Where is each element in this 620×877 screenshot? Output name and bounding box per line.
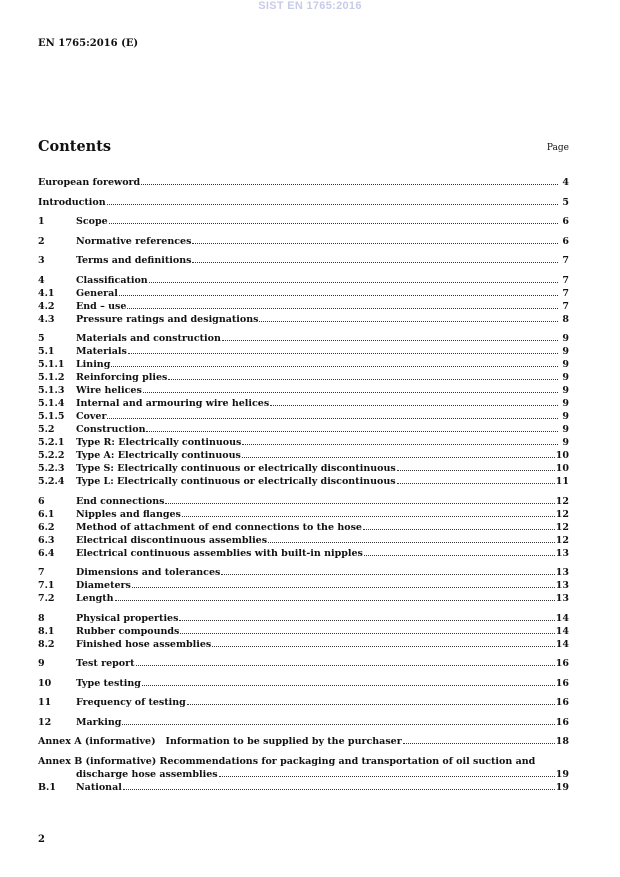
toc-entry-title: Normative references: [76, 235, 192, 247]
leader-dots: [123, 789, 555, 790]
toc-entry-number: 8.1: [38, 625, 55, 637]
toc-entry-number: 5.2.2: [38, 450, 65, 461]
toc-entry[interactable]: [38, 345, 569, 358]
toc-entry-page: 10: [555, 463, 569, 474]
toc-entry-title: Introduction: [38, 196, 106, 208]
leader-dots: [397, 470, 555, 471]
toc-entry-title: discharge hose assemblies: [76, 768, 218, 780]
toc-entry-number: 5.1.4: [38, 398, 65, 409]
toc-entry-number: 5.1.5: [38, 411, 65, 422]
toc-entry[interactable]: [38, 371, 569, 384]
toc-entry[interactable]: [38, 475, 569, 488]
leader-dots: [109, 223, 558, 224]
toc-entry[interactable]: [38, 397, 569, 410]
toc-entry[interactable]: [38, 592, 569, 605]
toc-entry[interactable]: [38, 638, 569, 651]
leader-dots: [107, 418, 558, 419]
toc-entry[interactable]: [38, 436, 569, 449]
toc-entry[interactable]: [38, 313, 569, 326]
leader-dots: [119, 295, 558, 296]
toc-entry-page: 11: [555, 476, 569, 487]
toc-entry-number: 7.2: [38, 593, 55, 604]
toc-entry-page: 7: [562, 300, 569, 312]
toc-entry-page: 7: [562, 274, 569, 286]
toc-entry[interactable]: [38, 495, 569, 508]
leader-dots: [212, 646, 555, 647]
toc-entry-page: 7: [562, 255, 569, 266]
toc-entry[interactable]: [38, 462, 569, 475]
toc-entry-number: 5.1.3: [38, 385, 65, 396]
toc-entry-page: 7: [562, 287, 569, 299]
leader-dots: [242, 457, 555, 458]
toc-entry-title: End connections: [76, 495, 165, 507]
toc-entry[interactable]: [38, 657, 569, 670]
toc-entry-title: Materials and construction: [76, 333, 221, 344]
leader-dots: [168, 379, 558, 380]
toc-entry[interactable]: [38, 274, 569, 287]
toc-entry-number: 8.2: [38, 638, 55, 650]
toc-entry-page: 10: [555, 450, 569, 461]
toc-entry-title: Construction: [76, 424, 146, 435]
toc-entry-title: European foreword: [38, 177, 141, 188]
leader-dots: [242, 444, 558, 445]
toc-entry[interactable]: [38, 566, 569, 579]
toc-entry-title: National: [76, 781, 122, 793]
leader-dots: [221, 574, 554, 575]
toc-entry-page: 9: [562, 424, 569, 435]
leader-dots: [268, 542, 555, 543]
leader-dots: [363, 529, 555, 530]
toc-entry-title: Type L: Electrically continuous or electrically discontinuous: [76, 476, 396, 487]
toc-entry-title: Pressure ratings and designations: [76, 313, 259, 325]
leader-dots: [397, 483, 555, 484]
toc-entry-number: 1: [38, 216, 45, 227]
toc-entry-title: Reinforcing plies: [76, 372, 168, 383]
toc-entry[interactable]: [38, 677, 569, 690]
leader-dots: [403, 743, 555, 744]
toc-entry-number: 6.2: [38, 521, 55, 533]
toc-entry-page: 12: [555, 508, 569, 520]
toc-entry-page: 19: [555, 768, 569, 780]
toc-entry-page: 13: [555, 567, 569, 578]
toc-entry-title: Rubber compounds: [76, 625, 180, 637]
toc-entry[interactable]: [38, 176, 569, 189]
toc-entry-page: 12: [555, 521, 569, 533]
toc-entry-title: General: [76, 287, 118, 299]
toc-entry-page: 14: [555, 612, 569, 624]
toc-entry-page: 13: [555, 547, 569, 559]
toc-entry-title: Cover: [76, 411, 107, 422]
leader-dots: [107, 204, 558, 205]
toc-entry-number: 6.3: [38, 534, 55, 546]
toc-entry-number: 11: [38, 697, 52, 708]
toc-entry-page: 14: [555, 625, 569, 637]
toc-entry-title: Materials: [76, 346, 127, 357]
toc-entry[interactable]: [38, 781, 569, 794]
leader-dots: [111, 366, 558, 367]
toc-entry[interactable]: [38, 508, 569, 521]
toc-entry-title: Lining: [76, 359, 111, 370]
leader-dots: [149, 282, 558, 283]
toc-entry-title: Type S: Electrically continuous or electrically discontinuous: [76, 463, 396, 474]
toc-entry-title: Electrical discontinuous assemblies: [76, 534, 268, 546]
toc-entry-page: 6: [562, 216, 569, 227]
toc-entry-number: 5.1.1: [38, 359, 65, 370]
toc-entry[interactable]: [38, 287, 569, 300]
toc-entry[interactable]: [38, 196, 569, 209]
toc-entry-page: 16: [555, 716, 569, 728]
leader-dots: [179, 620, 554, 621]
toc-entry-number: 7: [38, 567, 45, 578]
toc-entry-title: Internal and armouring wire helices: [76, 398, 270, 409]
toc-entry[interactable]: [38, 235, 569, 248]
toc-entry-page: 4: [562, 177, 569, 188]
toc-entry-page: 9: [562, 385, 569, 396]
toc-entry-page: 9: [562, 359, 569, 370]
toc-entry-title: Diameters: [76, 580, 131, 591]
toc-entry-title: Dimensions and tolerances: [76, 567, 221, 578]
leader-dots: [132, 587, 555, 588]
toc-entry-title: Wire helices: [76, 385, 142, 396]
toc-entry-number: 8: [38, 612, 45, 624]
toc-entry-number: 4.1: [38, 287, 55, 299]
contents-title: Contents: [38, 138, 112, 155]
toc-entry-page: 8: [562, 313, 569, 325]
toc-entry[interactable]: [38, 612, 569, 625]
toc-entry-number: 4.2: [38, 300, 55, 312]
toc-entry-title: Marking: [76, 716, 122, 728]
toc-entry[interactable]: [38, 547, 569, 560]
toc-entry[interactable]: [38, 410, 569, 423]
toc-entry-number: 9: [38, 658, 45, 669]
toc-entry-number: 4.3: [38, 313, 55, 325]
toc-entry-title: Scope: [76, 216, 108, 227]
leader-dots: [141, 184, 558, 185]
page-number: 2: [38, 834, 45, 845]
toc-entry-title: End – use: [76, 300, 127, 312]
toc-entry-page: 9: [562, 346, 569, 357]
toc-entry-continuation[interactable]: [38, 768, 569, 781]
toc-entry-number: 2: [38, 235, 45, 247]
toc-entry-page: 14: [555, 638, 569, 650]
leader-dots: [187, 704, 555, 705]
toc-entry-title: Annex B (informative) Recommendations for packaging and transportation of oil suction and: [38, 755, 536, 767]
toc-entry[interactable]: [38, 215, 569, 228]
toc-entry-title: Physical properties: [76, 612, 179, 624]
toc-entry[interactable]: [38, 579, 569, 592]
toc-entry[interactable]: [38, 534, 569, 547]
toc-entry[interactable]: [38, 332, 569, 345]
toc-entry[interactable]: [38, 254, 569, 267]
toc-entry-number: 6.1: [38, 508, 55, 520]
toc-entry[interactable]: [38, 696, 569, 709]
toc-entry-page: 16: [555, 658, 569, 669]
toc-entry-number: 7.1: [38, 580, 55, 591]
toc-entry-number: 4: [38, 274, 45, 286]
toc-entry-page: 12: [555, 534, 569, 546]
toc-entry-number: 5.2.1: [38, 437, 65, 448]
leader-dots: [115, 600, 555, 601]
toc-entry-page: 9: [562, 333, 569, 344]
toc-entry-title: Classification: [76, 274, 148, 286]
toc-entry-page: 6: [562, 235, 569, 247]
toc-entry[interactable]: [38, 755, 569, 768]
leader-dots: [136, 665, 555, 666]
leader-dots: [127, 308, 558, 309]
toc-entry[interactable]: [38, 358, 569, 371]
toc-entry-number: 3: [38, 255, 45, 266]
leader-dots: [192, 262, 558, 263]
toc-entry[interactable]: [38, 300, 569, 313]
toc-entry-page: 9: [562, 398, 569, 409]
toc-entry-title: Finished hose assemblies: [76, 638, 212, 650]
toc-entry-title: Annex A (informative) Information to be supplied by the purchaser: [38, 736, 402, 747]
toc-entry-page: 5: [562, 196, 569, 208]
toc-entry-page: 9: [562, 372, 569, 383]
toc-entry-number: 5.1.2: [38, 372, 65, 383]
toc-entry[interactable]: [38, 735, 569, 748]
toc-entry-title: Type R: Electrically continuous: [76, 437, 242, 448]
leader-dots: [180, 633, 554, 634]
document-id: EN 1765:2016 (E): [38, 38, 139, 49]
toc-entry-number: 6: [38, 495, 45, 507]
leader-dots: [146, 431, 558, 432]
page-column-header: Page: [546, 143, 569, 153]
toc-entry-number: 5.2: [38, 424, 55, 435]
toc-entry[interactable]: [38, 423, 569, 436]
leader-dots: [192, 243, 558, 244]
toc-entry-number: 5.2.4: [38, 476, 65, 487]
toc-entry-page: 18: [555, 736, 569, 747]
leader-dots: [165, 503, 554, 504]
toc-entry-page: 13: [555, 580, 569, 591]
leader-dots: [143, 392, 558, 393]
leader-dots: [364, 555, 555, 556]
toc-entry-page: 16: [555, 677, 569, 689]
toc-entry-title: Terms and definitions: [76, 255, 192, 266]
watermark: SIST EN 1765:2016: [258, 0, 362, 12]
toc-entry[interactable]: [38, 625, 569, 638]
toc-entry-title: Nipples and flanges: [76, 508, 181, 520]
toc-entry[interactable]: [38, 521, 569, 534]
toc-entry-number: B.1: [38, 781, 56, 793]
toc-entry-title: Length: [76, 593, 114, 604]
leader-dots: [222, 340, 558, 341]
leader-dots: [128, 353, 558, 354]
toc-entry-title: Type testing: [76, 677, 141, 689]
toc-entry-number: 10: [38, 677, 52, 689]
leader-dots: [259, 321, 558, 322]
toc-entry[interactable]: [38, 716, 569, 729]
toc-entry[interactable]: [38, 384, 569, 397]
toc-entry-title: Test report: [76, 658, 135, 669]
toc-entry-title: Frequency of testing: [76, 697, 186, 708]
table-of-contents: [38, 176, 569, 794]
toc-entry-number: 6.4: [38, 547, 55, 559]
toc-entry-page: 12: [555, 495, 569, 507]
toc-entry-number: 12: [38, 716, 52, 728]
toc-entry-page: 16: [555, 697, 569, 708]
toc-entry-title: Electrical continuous assemblies with built-in nipples: [76, 547, 363, 559]
leader-dots: [270, 405, 558, 406]
leader-dots: [219, 776, 555, 777]
leader-dots: [122, 724, 554, 725]
toc-entry-number: 5.1: [38, 346, 55, 357]
toc-entry-number: 5: [38, 333, 45, 344]
leader-dots: [182, 516, 555, 517]
toc-entry-page: 13: [555, 593, 569, 604]
toc-entry-page: 19: [555, 781, 569, 793]
toc-entry-page: 9: [562, 411, 569, 422]
toc-entry-page: 9: [562, 437, 569, 448]
leader-dots: [142, 685, 555, 686]
toc-entry[interactable]: [38, 449, 569, 462]
toc-entry-title: Type A: Electrically continuous: [76, 450, 241, 461]
toc-entry-number: 5.2.3: [38, 463, 65, 474]
toc-entry-title: Method of attachment of end connections to the hose: [76, 521, 362, 533]
